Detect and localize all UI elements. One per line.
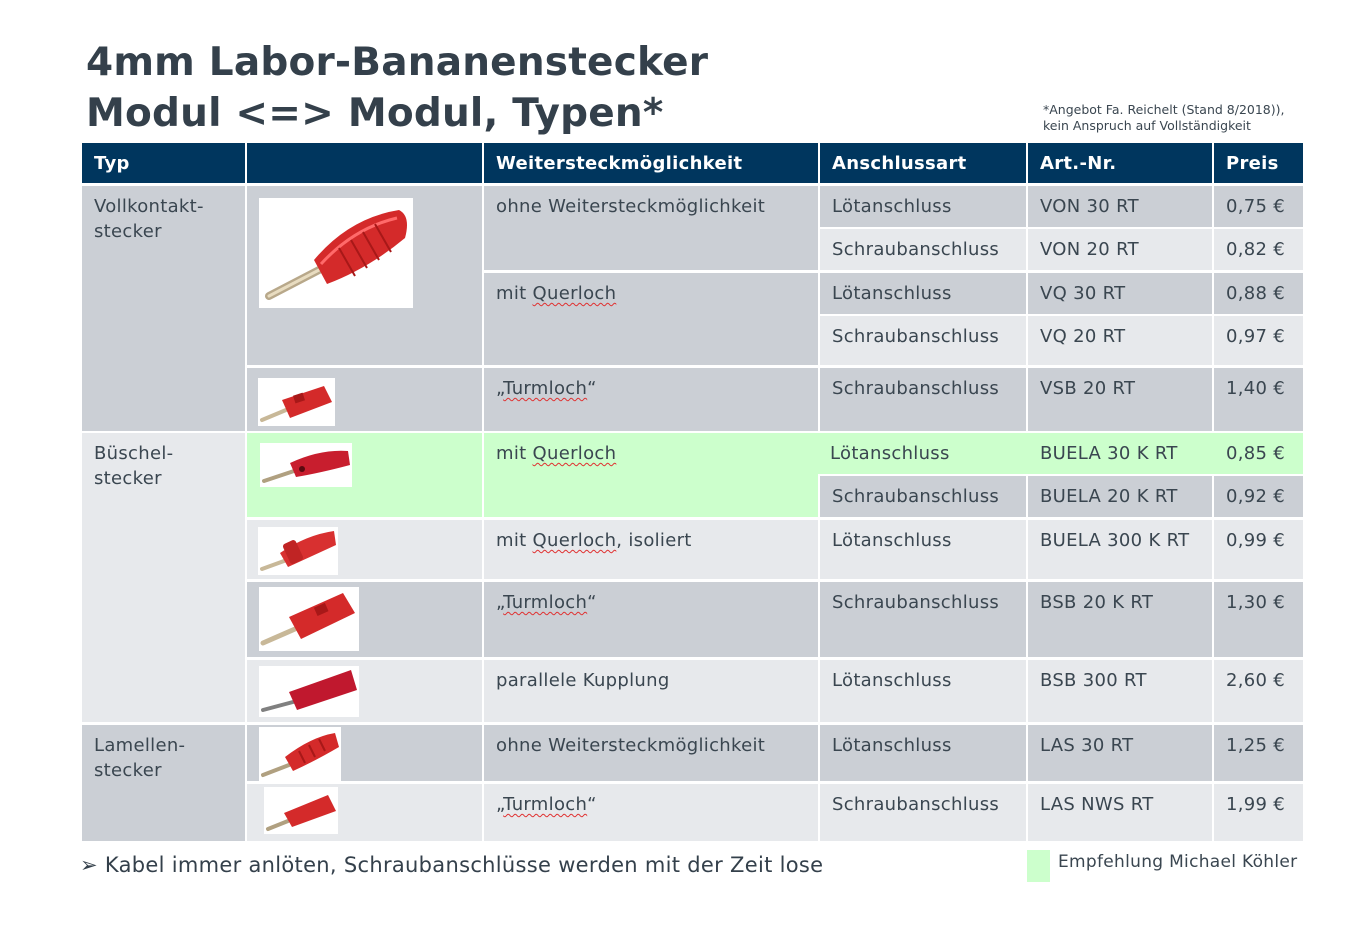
red-banana-plug-turmloch-image [258,378,335,426]
header-image [247,143,482,183]
cell-preis: 1,99 € [1214,784,1303,841]
cell-artnr: VSB 20 RT [1028,368,1212,431]
weitersteck-prefix: mit [496,283,533,304]
red-lamellen-plug-image [259,727,341,781]
cell-anschluss: Schraubanschluss [820,582,1026,657]
quote-close: “ [587,794,597,815]
isoliert-word: , isoliert [616,530,692,551]
weitersteck-prefix: mit [496,443,533,464]
red-turmloch-plug-image [259,587,359,651]
group-vollkontakt: Vollkontakt- stecker [82,186,245,431]
footnote-line-2: kein Anspruch auf Vollständigkeit [1043,118,1251,133]
cell-artnr: BUELA 30 K RT [1028,433,1214,474]
red-parallel-coupling-image [259,666,359,717]
arrow-bullet-icon: ➢ [80,853,98,877]
cell-preis: 2,60 € [1214,660,1303,722]
cell-artnr: BSB 20 K RT [1028,582,1212,657]
quote-close: “ [587,378,597,399]
querloch-word: Querloch [532,283,617,304]
footer-note [80,853,823,877]
cell-artnr: LAS 30 RT [1028,725,1212,781]
footer-text: Kabel immer anlöten, Schraubanschlüsse werden mit der Zeit lose [104,853,824,877]
footnote [1043,102,1284,134]
weitersteck-turmloch [484,368,818,431]
cell-preis: 0,97 € [1214,316,1303,365]
page-subtitle: Modul <=> Modul, Typen* [86,91,664,136]
quote-close: “ [587,592,597,613]
turmloch-word: Turmloch [503,378,588,399]
legend-swatch [1027,850,1050,882]
quote-open: „ [496,592,504,613]
cell-anschluss: Schraubanschluss [820,229,1026,270]
group-lamellen: Lamellen- stecker [82,725,245,841]
cell-anschluss: Schraubanschluss [820,476,1026,517]
cell-anschluss: Lötanschluss [820,660,1026,722]
quote-open: „ [496,794,504,815]
cell-preis: 1,25 € [1214,725,1303,781]
cell-preis: 0,75 € [1214,186,1303,227]
turmloch-word: Turmloch [503,592,588,613]
querloch-word: Querloch [532,443,617,464]
querloch-word: Querloch [532,530,617,551]
legend-text: Empfehlung Michael Köhler [1058,852,1298,872]
cell-anschluss: Schraubanschluss [820,368,1026,431]
cell-anschluss: Lötanschluss [818,433,1028,474]
red-banana-plug-image [259,198,413,308]
cell-preis: 0,88 € [1214,273,1303,314]
quote-open: „ [496,378,504,399]
page-title: 4mm Labor-Bananenstecker [86,40,709,85]
weitersteck-ohne: ohne Weitersteckmöglichkeit [484,186,818,270]
cell-preis: 0,92 € [1214,476,1303,517]
weitersteck-mit-querloch-isoliert [484,520,818,579]
cell-preis: 0,82 € [1214,229,1303,270]
cell-anschluss: Lötanschluss [820,186,1026,227]
cell-artnr: BUELA 20 K RT [1028,476,1212,517]
red-lamellen-turmloch-plug-image [264,787,338,834]
group-buschel: Büschel- stecker [82,433,245,722]
cell-preis: 0,99 € [1214,520,1303,579]
cell-anschluss: Lötanschluss [820,273,1026,314]
cell-artnr: VON 30 RT [1028,186,1212,227]
cell-artnr: VQ 20 RT [1028,316,1212,365]
cell-artnr: LAS NWS RT [1028,784,1212,841]
cell-preis: 1,30 € [1214,582,1303,657]
red-insulated-plug-image [258,527,338,575]
header-artnr: Art.-Nr. [1028,143,1212,183]
header-preis: Preis [1214,143,1303,183]
header-typ: Typ [82,143,245,183]
weitersteck-ohne: ohne Weitersteckmöglichkeit [484,725,818,781]
cell-artnr: VON 20 RT [1028,229,1212,270]
header-weitersteck: Weitersteckmöglichkeit [484,143,818,183]
red-buschel-plug-image [260,443,352,487]
cell-preis: 1,40 € [1214,368,1303,431]
header-anschlussart: Anschlussart [820,143,1026,183]
cell-artnr: BUELA 300 K RT [1028,520,1212,579]
cell-artnr: VQ 30 RT [1028,273,1212,314]
cell-preis: 0,85 € [1214,433,1303,474]
weitersteck-parallel: parallele Kupplung [484,660,818,722]
turmloch-word: Turmloch [503,794,588,815]
cell-anschluss: Schraubanschluss [820,316,1026,365]
weitersteck-mit-querloch [484,433,818,517]
cell-artnr: BSB 300 RT [1028,660,1212,722]
cell-anschluss: Schraubanschluss [820,784,1026,841]
weitersteck-prefix: mit [496,530,533,551]
footnote-line-1: *Angebot Fa. Reichelt (Stand 8/2018)), [1043,102,1285,117]
weitersteck-turmloch [484,784,818,841]
weitersteck-mit-querloch [484,273,818,365]
cell-anschluss: Lötanschluss [820,520,1026,579]
cell-anschluss: Lötanschluss [820,725,1026,781]
weitersteck-turmloch [484,582,818,657]
